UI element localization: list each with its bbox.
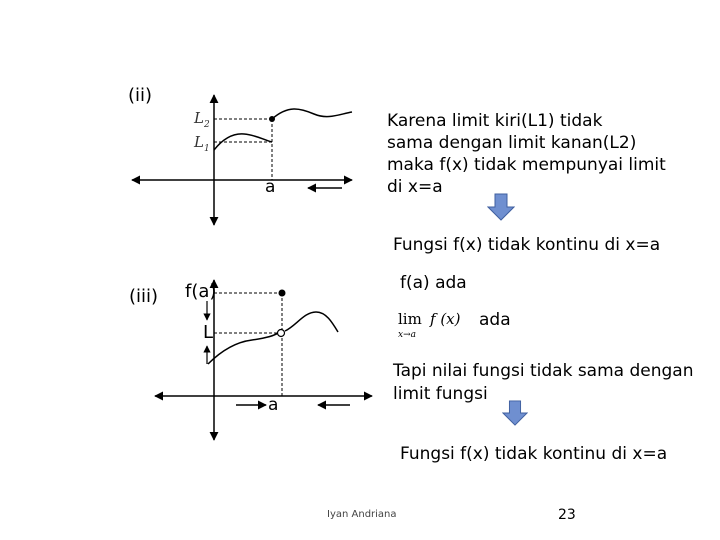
- graph-ii-a-label: a: [265, 177, 276, 197]
- graph-iii: [155, 280, 372, 440]
- graph-iii-right-curve: [285, 312, 338, 332]
- down-arrow-icon: [487, 193, 515, 221]
- limit-exists-text: ada: [479, 310, 511, 330]
- explanation-line: Karena limit kiri(L1) tidak: [387, 111, 603, 131]
- explanation-line: di x=a: [387, 177, 443, 197]
- graph-ii-filled-point: [269, 116, 275, 122]
- section-iii-explanation: [393, 360, 694, 406]
- graph-iii-filled-point: [279, 290, 286, 297]
- graph-iii-open-point: [278, 330, 285, 337]
- limit-subscript-text: x→a: [398, 330, 416, 340]
- graph-ii-left-curve: [214, 134, 272, 150]
- limit-function-text: f (x): [430, 310, 461, 328]
- graph-ii: [132, 95, 352, 225]
- graph-iii-left-curve: [208, 333, 278, 364]
- explanation-line: limit fungsi: [393, 384, 488, 404]
- section-iii-conclusion: Fungsi f(x) tidak kontinu di x=a: [400, 444, 668, 464]
- section-ii-explanation: [387, 110, 666, 198]
- graph-iii-a-label: a: [268, 395, 279, 415]
- graph-iii-fa-label: f(a): [185, 281, 217, 302]
- section-iii-label: (iii): [129, 286, 159, 307]
- explanation-line: sama dengan limit kanan(L2): [387, 133, 637, 153]
- graph-ii-l1-label: $L_1$: [194, 133, 210, 154]
- footer-author: Iyan Andriana: [327, 509, 397, 520]
- limit-expression: [398, 311, 468, 345]
- down-arrow-icon: [502, 400, 528, 426]
- graph-ii-right-curve: [272, 109, 352, 119]
- graph-iii-l-label: L: [203, 322, 214, 343]
- explanation-line: maka f(x) tidak mempunyai limit: [387, 155, 666, 175]
- section-ii-label: (ii): [128, 85, 153, 106]
- page-number: 23: [558, 507, 576, 523]
- limit-lim-text: lim: [398, 310, 422, 328]
- graph-ii-l2-label: $L_2$: [194, 109, 210, 130]
- explanation-line: Tapi nilai fungsi tidak sama dengan: [393, 361, 694, 381]
- section-ii-conclusion: Fungsi f(x) tidak kontinu di x=a: [393, 235, 661, 255]
- fa-exists-text: f(a) ada: [400, 273, 467, 293]
